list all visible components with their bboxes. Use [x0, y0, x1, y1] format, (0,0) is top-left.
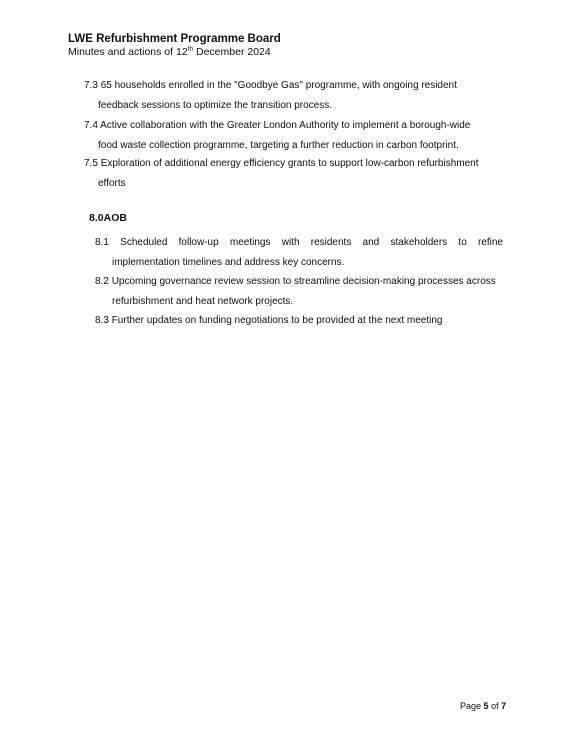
subtitle-ordinal-suffix: th [187, 45, 194, 53]
item-text-line1: Exploration of additional energy efficiency grants to support low-carbon refurbishment [100, 158, 479, 169]
item-text-line2: refurbishment and heat network projects. [112, 296, 294, 307]
item-text-line1: Upcoming governance review session to streamline decision-making processes across [111, 276, 496, 287]
item-number: 8.3 [95, 315, 109, 326]
item-number: 8.2 [95, 276, 109, 287]
item-first-line [95, 272, 503, 292]
item-text-line1: 65 households enrolled in the "Goodbye Gas" programme, with ongoing resident [100, 80, 457, 91]
item-text-line2: food waste collection programme, targeting a further reduction in carbon footprint. [98, 140, 459, 151]
item-first-line [95, 233, 503, 253]
of-label: of [491, 701, 499, 711]
list-item-8-2 [95, 272, 503, 312]
item-text-line1: Further updates on funding negotiations to be provided at the next meeting [111, 315, 443, 326]
current-page-number: 5 [483, 701, 489, 711]
document-subtitle [68, 46, 271, 59]
list-item-7-3 [86, 76, 506, 116]
page-footer [460, 700, 506, 712]
section-number: 8.0 [89, 212, 104, 224]
list-item-7-4 [86, 116, 506, 156]
section-heading-aob [89, 210, 127, 226]
list-item-8-1 [95, 233, 503, 273]
item-number: 7.4 [84, 120, 98, 131]
document-title: LWE Refurbishment Programme Board [68, 33, 281, 45]
item-number: 7.3 [84, 80, 98, 91]
item-text-line1: Scheduled follow-up meetings with residents and stakeholders to refine [120, 237, 504, 248]
subtitle-suffix: December 2024 [193, 46, 271, 58]
list-item-7-5 [86, 154, 506, 194]
item-number: 8.1 [95, 237, 109, 248]
item-text-line2: efforts [98, 178, 126, 189]
item-number: 7.5 [84, 158, 98, 169]
page-label: Page [460, 701, 482, 711]
item-text-line2: implementation timelines and address key concerns. [112, 257, 345, 268]
item-text-line1: Active collaboration with the Greater London Authority to implement a borough-wide [100, 120, 471, 131]
list-item-8-3 [95, 311, 503, 331]
section-label: AOB [103, 212, 127, 224]
subtitle-prefix: Minutes and actions of 12 [68, 46, 188, 58]
item-text-line2: feedback sessions to optimize the transition process. [98, 100, 333, 111]
item-first-line [95, 311, 503, 331]
total-pages-number: 7 [501, 701, 507, 711]
